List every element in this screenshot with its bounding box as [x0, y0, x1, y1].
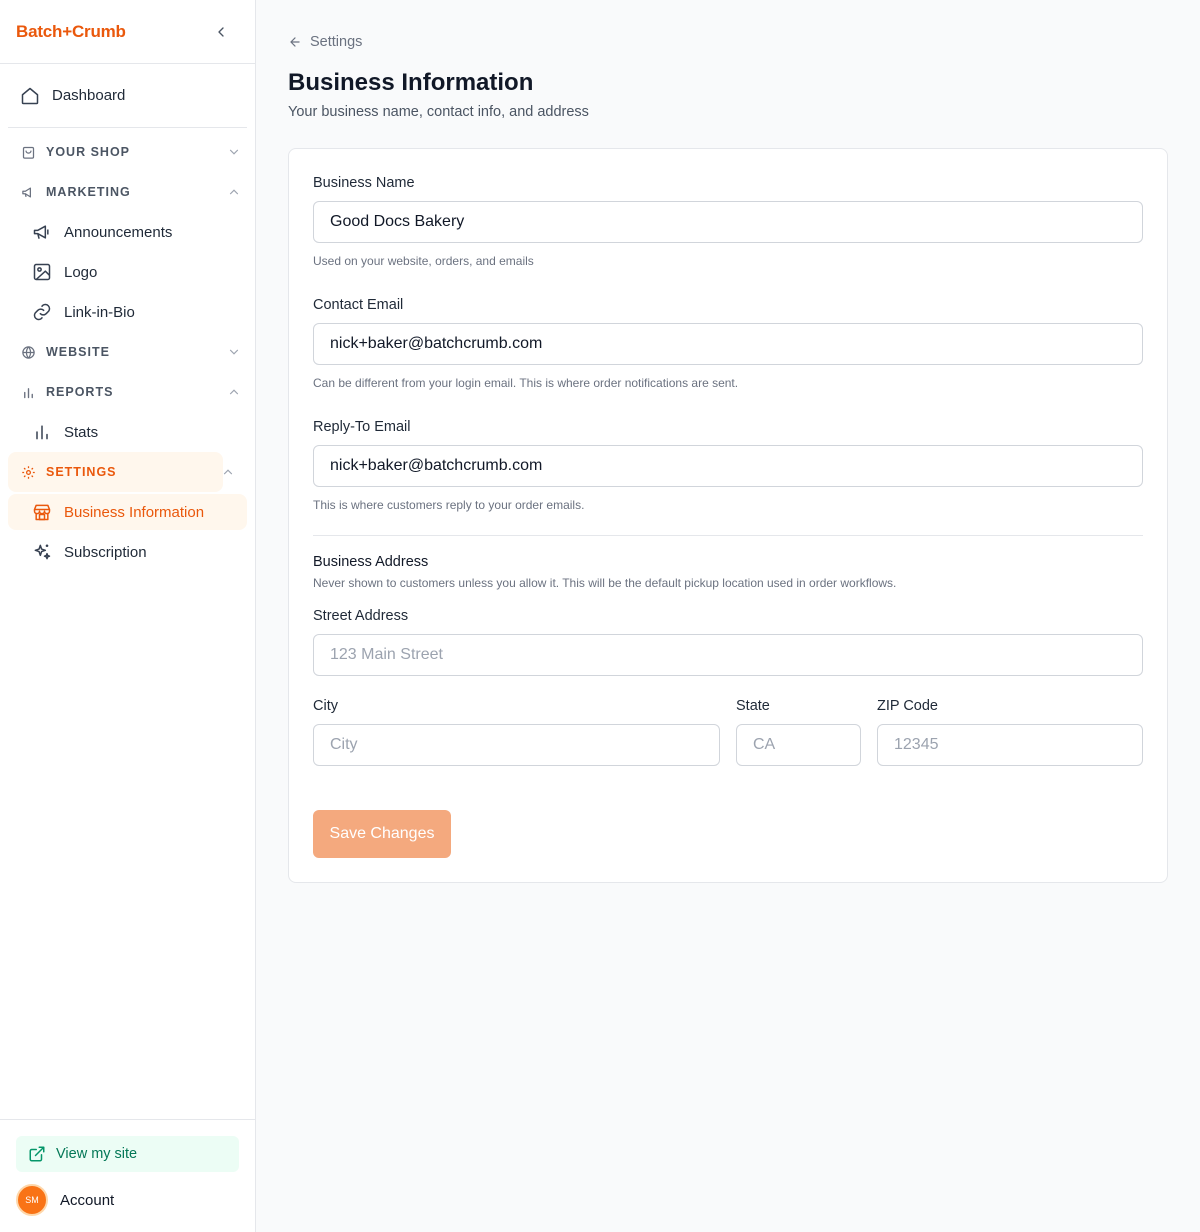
sidebar-item-logo[interactable]	[8, 252, 247, 292]
page-subtitle: Your business name, contact info, and address	[288, 104, 589, 120]
section-label: MARKETING	[46, 185, 131, 199]
sidebar-item-announcements[interactable]	[8, 212, 247, 252]
view-site-label: View my site	[56, 1146, 138, 1162]
sidebar-item-stats[interactable]	[8, 412, 247, 452]
street-address-input[interactable]: 123 Main Street	[313, 634, 1143, 676]
city-label: City	[313, 698, 338, 714]
zip-field	[877, 696, 1143, 766]
collapse-sidebar-button[interactable]	[211, 22, 231, 42]
section-settings[interactable]	[8, 452, 223, 492]
sidebar-item-business-information[interactable]	[8, 494, 247, 530]
save-changes-button[interactable]: Save Changes	[313, 810, 451, 858]
section-website[interactable]	[8, 332, 247, 372]
state-field	[736, 696, 861, 766]
bar-chart-icon	[20, 384, 36, 400]
chevron-left-icon	[213, 24, 229, 40]
sidebar-item-label: Business Information	[64, 503, 205, 521]
section-reports[interactable]	[8, 372, 247, 412]
zip-input[interactable]: 12345	[877, 724, 1143, 766]
brand-logo[interactable]: Batch+Crumb	[16, 21, 126, 41]
shopping-bag-icon	[20, 144, 36, 160]
contact-email-label: Contact Email	[313, 297, 404, 313]
business-name-input[interactable]: Good Docs Bakery	[313, 201, 1143, 243]
reply-to-email-field	[313, 417, 1143, 513]
sidebar-item-label: Logo	[64, 263, 98, 281]
view-site-button[interactable]	[16, 1136, 239, 1172]
account-button[interactable]	[16, 1184, 239, 1216]
business-address-help: Never shown to customers unless you allow it. This will be the default pickup location used in order workflows.	[313, 576, 897, 590]
section-marketing[interactable]	[8, 172, 247, 212]
account-label: Account	[60, 1191, 115, 1209]
chevron-up-icon	[221, 465, 235, 479]
reply-to-email-label: Reply-To Email	[313, 419, 411, 435]
sidebar-item-link-in-bio[interactable]	[8, 292, 247, 332]
sidebar	[0, 0, 256, 1232]
section-your-shop[interactable]	[8, 132, 247, 172]
page-title: Business Information	[288, 69, 534, 96]
avatar: SM	[16, 1184, 48, 1216]
globe-icon	[20, 344, 36, 360]
business-name-label: Business Name	[313, 175, 415, 191]
brand-row	[0, 0, 255, 64]
business-info-form	[288, 148, 1168, 883]
state-input[interactable]: CA	[736, 724, 861, 766]
divider	[313, 535, 1143, 536]
link-icon	[32, 302, 52, 322]
sidebar-item-subscription[interactable]	[8, 532, 247, 572]
reply-to-email-help: This is where customers reply to your order emails.	[313, 498, 585, 512]
sidebar-item-label: Subscription	[64, 543, 147, 561]
city-input[interactable]: City	[313, 724, 720, 766]
business-address-heading: Business Address	[313, 554, 429, 570]
sidebar-nav	[0, 64, 255, 572]
street-address-label: Street Address	[313, 608, 409, 624]
megaphone-icon	[20, 184, 36, 200]
external-link-icon	[28, 1145, 46, 1163]
sparkles-icon	[32, 542, 52, 562]
gear-icon	[20, 464, 36, 480]
sidebar-item-label: Link-in-Bio	[64, 303, 135, 321]
contact-email-input[interactable]: nick+baker@batchcrumb.com	[313, 323, 1143, 365]
back-link[interactable]	[288, 32, 1168, 52]
chevron-down-icon	[227, 145, 241, 159]
image-icon	[32, 262, 52, 282]
megaphone-icon	[32, 222, 52, 242]
city-state-zip-row	[313, 696, 1143, 766]
main-content	[256, 0, 1200, 883]
zip-label: ZIP Code	[877, 698, 938, 714]
contact-email-field	[313, 295, 1143, 391]
section-label: REPORTS	[46, 385, 114, 399]
section-label: YOUR SHOP	[46, 145, 131, 159]
storefront-icon	[32, 502, 52, 522]
sidebar-item-label: Stats	[64, 423, 99, 441]
section-label: SETTINGS	[46, 465, 117, 479]
sidebar-item-dashboard[interactable]	[8, 64, 247, 128]
sidebar-item-label: Dashboard	[52, 87, 126, 104]
sidebar-item-label: Announcements	[64, 223, 173, 241]
back-link-label: Settings	[310, 34, 363, 50]
bar-chart-icon	[32, 422, 52, 442]
section-label: WEBSITE	[46, 345, 110, 359]
chevron-up-icon	[227, 185, 241, 199]
sidebar-footer	[0, 1119, 255, 1232]
chevron-up-icon	[227, 385, 241, 399]
business-name-field	[313, 173, 1143, 269]
reply-to-email-input[interactable]: nick+baker@batchcrumb.com	[313, 445, 1143, 487]
business-name-help: Used on your website, orders, and emails	[313, 254, 534, 268]
street-address-field	[313, 606, 1143, 676]
state-label: State	[736, 698, 770, 714]
home-icon	[20, 86, 40, 106]
city-field	[313, 696, 720, 766]
contact-email-help: Can be different from your login email. This is where order notifications are sent.	[313, 376, 739, 390]
arrow-left-icon	[288, 35, 302, 49]
chevron-down-icon	[227, 345, 241, 359]
